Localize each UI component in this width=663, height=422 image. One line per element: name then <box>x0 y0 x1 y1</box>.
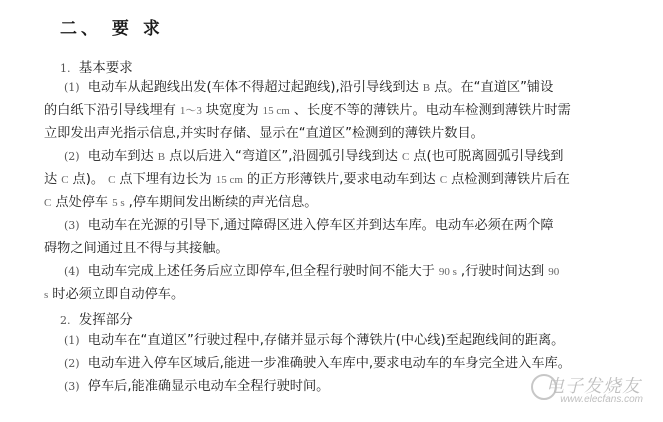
watermark-logo-text: 电子发烧友 <box>546 376 641 397</box>
text-run: 电动车进入停车区域后,能进一步准确驶入车库中,要求电动车的车身完全进入车库。 <box>87 356 571 371</box>
text-run: 点(也可脱离圆弧引导线到 <box>413 149 564 164</box>
symbol-run: 15 cm <box>262 105 290 117</box>
text-run: 点以后进入“弯道区”,沿圆弧引导线到达 <box>169 149 398 164</box>
text-run: ,停车期间发出断续的声光信息。 <box>128 195 318 210</box>
paragraph-line <box>44 239 229 259</box>
text-run: ,行驶时间达到 <box>460 264 545 279</box>
text-run: 点。在“直道区”铺设 <box>434 80 554 95</box>
list-item <box>64 331 564 351</box>
symbol-run: C <box>108 174 116 186</box>
text-run: 达 <box>44 172 58 187</box>
text-run: 点处停车 <box>55 195 109 210</box>
item-number: (1) <box>64 334 80 347</box>
subsection-heading-basic <box>60 56 133 76</box>
text-run: 电动车在“直道区”行驶过程中,存储并显示每个薄铁片(中心线)至起跑线间的距离。 <box>87 333 565 348</box>
text-run: 点)。 <box>72 172 105 187</box>
paragraph-line <box>64 78 553 98</box>
symbol-run: C <box>44 197 52 209</box>
text-run: 碍物之间通过且不得与其接触。 <box>44 241 229 256</box>
item-number: (1) <box>64 81 80 94</box>
paragraph-line <box>64 216 554 236</box>
watermark-url: www.elecfans.com <box>560 394 643 405</box>
text-run: 停车后,能准确显示电动车全程行驶时间。 <box>87 379 330 394</box>
text-run: 电动车到达 <box>87 149 154 164</box>
text-run: 点下埋有边长为 <box>119 172 212 187</box>
text-run: 、长度不等的薄铁片。电动车检测到薄铁片时需 <box>293 103 571 118</box>
symbol-run: C <box>61 174 69 186</box>
subsection-heading-extended <box>60 308 133 328</box>
item-number: (3) <box>64 380 80 393</box>
list-item <box>64 354 571 374</box>
subsection-label: 发挥部分 <box>78 312 133 328</box>
text-run: 的白纸下沿引导线埋有 <box>44 103 176 118</box>
item-number: (2) <box>64 150 80 163</box>
paragraph-line <box>44 124 484 144</box>
subsection-number: 2. <box>60 314 71 327</box>
text-run: 块宽度为 <box>205 103 259 118</box>
symbol-run: 90 <box>548 266 560 278</box>
list-item <box>64 377 329 397</box>
symbol-run: 1～3 <box>179 105 202 117</box>
text-run: 电动车在光源的引导下,通过障碍区进入停车区并到达车库。电动车必须在两个障 <box>87 218 554 233</box>
section-title: 二、 要 求 <box>60 19 164 39</box>
paragraph-line <box>64 147 564 167</box>
symbol-run: s <box>44 289 49 301</box>
symbol-run: 5 s <box>112 197 125 209</box>
paragraph-line <box>44 193 317 213</box>
item-number: (3) <box>64 219 80 232</box>
text-run: 的正方形薄铁片,要求电动车到达 <box>246 172 436 187</box>
item-number: (2) <box>64 357 80 370</box>
paragraph-line <box>44 101 571 121</box>
subsection-number: 1. <box>60 62 71 75</box>
symbol-run: B <box>157 151 166 163</box>
watermark <box>529 372 649 412</box>
text-run: 立即发出声光指示信息,并实时存储、显示在“直道区”检测到的薄铁片数目。 <box>44 126 484 141</box>
text-run: 时必须立即自动停车。 <box>52 287 185 302</box>
paragraph-line <box>64 262 563 282</box>
text-run: 点检测到薄铁片后在 <box>451 172 570 187</box>
symbol-run: B <box>422 82 431 94</box>
paragraph-line <box>44 170 570 190</box>
subsection-label: 基本要求 <box>78 60 133 76</box>
paragraph-line <box>44 285 184 305</box>
text-run: 电动车从起跑线出发(车体不得超过起跑线),沿引导线到达 <box>87 80 419 95</box>
symbol-run: C <box>439 174 448 186</box>
text-run: 电动车完成上述任务后应立即停车,但全程行驶时间不能大于 <box>87 264 435 279</box>
symbol-run: C <box>401 151 410 163</box>
symbol-run: 15 cm <box>215 174 243 186</box>
item-number: (4) <box>64 265 80 278</box>
symbol-run: 90 s <box>438 266 457 278</box>
